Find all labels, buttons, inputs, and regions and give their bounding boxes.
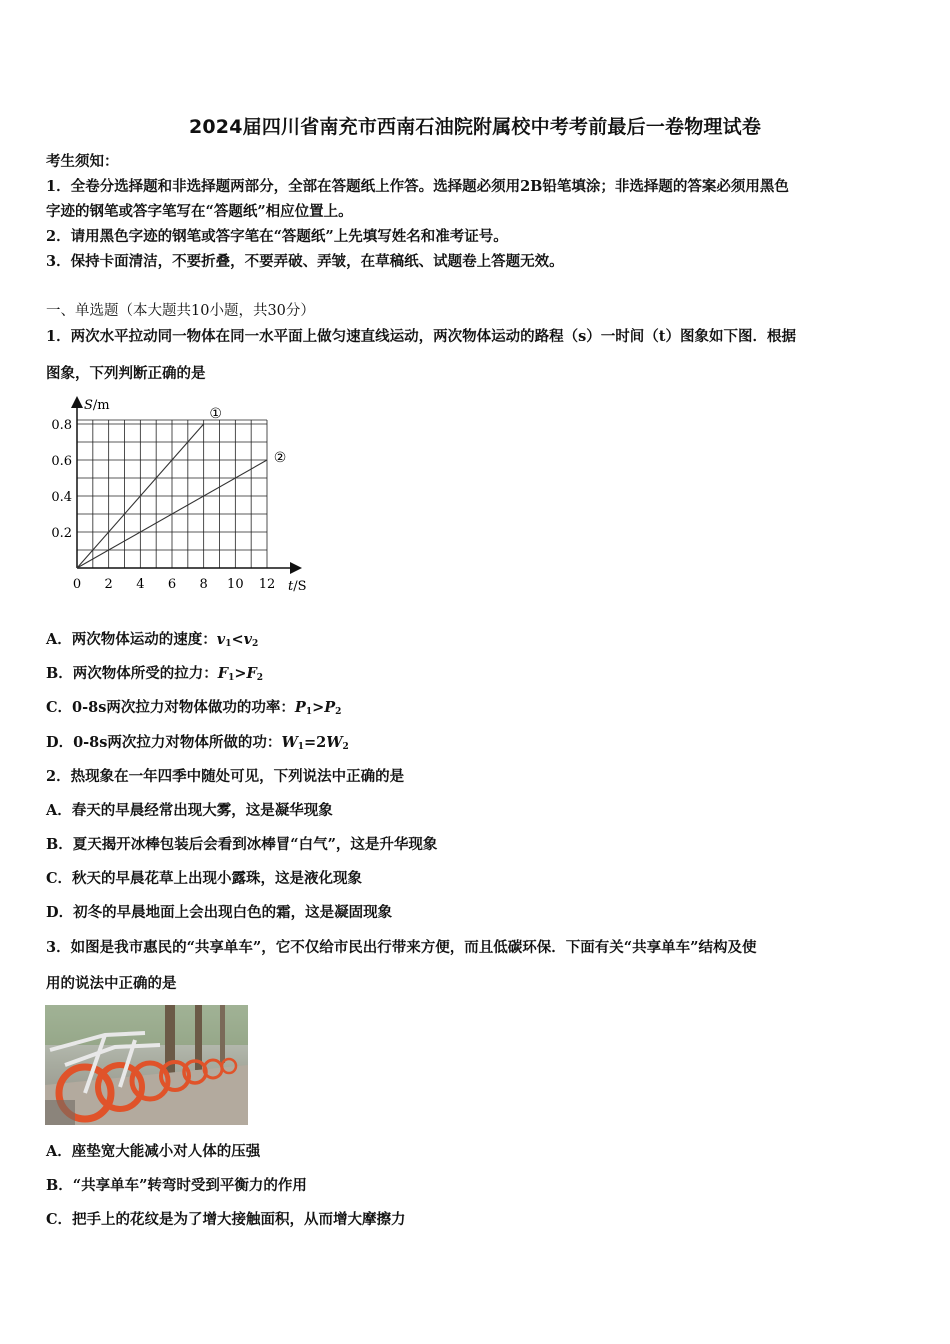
x-axis-label: t/S <box>288 579 307 594</box>
x-tick-label: 0 <box>72 577 82 592</box>
q2-option-a: A．春天的早晨经常出现大雾，这是凝华现象 <box>46 802 333 819</box>
x-tick-label: 2 <box>104 577 113 592</box>
section-heading: 一、单选题（本大题共10小题，共30分） <box>46 303 315 319</box>
notice-item-1-cont: 字迹的钢笔或答字笔写在“答题纸”相应位置上。 <box>46 203 353 220</box>
notice-item-2: 2．请用黑色字迹的钢笔或答字笔在“答题纸”上先填写姓名和准考证号。 <box>46 228 508 245</box>
shared-bike-photo <box>45 1005 248 1125</box>
x-tick-label: 12 <box>258 577 276 592</box>
q1-option-d: D．0-8s两次拉力对物体所做的功：$W_1=2W_2$ <box>46 734 349 752</box>
q2-stem: 2．热现象在一年四季中随处可见，下列说法中正确的是 <box>46 768 405 785</box>
notice-item-1: 1．全卷分选择题和非选择题两部分，全部在答题纸上作答。选择题必须用2B铅笔填涂；非选择题的答案必须用黑色 <box>46 178 789 195</box>
q2-option-d: D．初冬的早晨地面上会出现白色的霜，这是凝固现象 <box>46 904 393 921</box>
series-label-2: ② <box>273 450 287 466</box>
y-tick-labels <box>51 418 72 541</box>
series-label-1: ① <box>209 406 222 422</box>
x-tick-labels <box>73 577 275 592</box>
q1-stem-line2: 图象，下列判断正确的是 <box>46 365 206 382</box>
q2-option-c: C．秋天的早晨花草上出现小露珠，这是液化现象 <box>46 870 363 887</box>
q3-stem-line1: 3．如图是我市惠民的“共享单车”，它不仅给市民出行带来方便，而且低碳环保．下面有关“共享单车”结构及使 <box>46 939 757 956</box>
notice-item-3: 3．保持卡面清洁，不要折叠，不要弄破、弄皱，在草稿纸、试题卷上答题无效。 <box>46 253 564 270</box>
st-graph <box>44 394 324 600</box>
q3-option-b: B．“共享单车”转弯时受到平衡力的作用 <box>46 1177 307 1194</box>
q1-option-b: B．两次物体所受的拉力：$F_1>F_2$ <box>46 665 264 683</box>
q3-option-a: A．座垫宽大能减小对人体的压强 <box>46 1143 261 1160</box>
q1-option-a: A．两次物体运动的速度：$v_1<v_2$ <box>46 631 259 649</box>
page-title: 2024届四川省南充市西南石油院附属校中考考前最后一卷物理试卷 <box>188 116 762 138</box>
x-tick-label: 8 <box>199 577 208 592</box>
y-tick-label: 0.4 <box>51 490 72 505</box>
q3-option-c: C．把手上的花纹是为了增大接触面积，从而增大摩擦力 <box>46 1211 406 1228</box>
y-tick-label: 0.2 <box>51 526 72 541</box>
y-tick-label: 0.8 <box>51 418 72 433</box>
q3-stem-line2: 用的说法中正确的是 <box>46 975 177 992</box>
y-axis-label: S/m <box>84 398 110 413</box>
x-tick-label: 6 <box>167 577 177 592</box>
q2-option-b: B．夏天揭开冰棒包装后会看到冰棒冒“白气”，这是升华现象 <box>46 836 438 853</box>
x-tick-label: 4 <box>136 577 145 592</box>
q1-stem-line1: 1．两次水平拉动同一物体在同一水平面上做匀速直线运动，两次物体运动的路程（s）一时间（t）图象如下图．根据 <box>46 328 796 345</box>
notice-heading: 考生须知： <box>46 153 119 170</box>
y-tick-label: 0.6 <box>51 454 72 469</box>
q1-option-c: C．0-8s两次拉力对物体做功的功率：$P_1>P_2$ <box>46 699 342 717</box>
x-tick-label: 10 <box>227 577 244 592</box>
graph-grid <box>77 420 267 568</box>
